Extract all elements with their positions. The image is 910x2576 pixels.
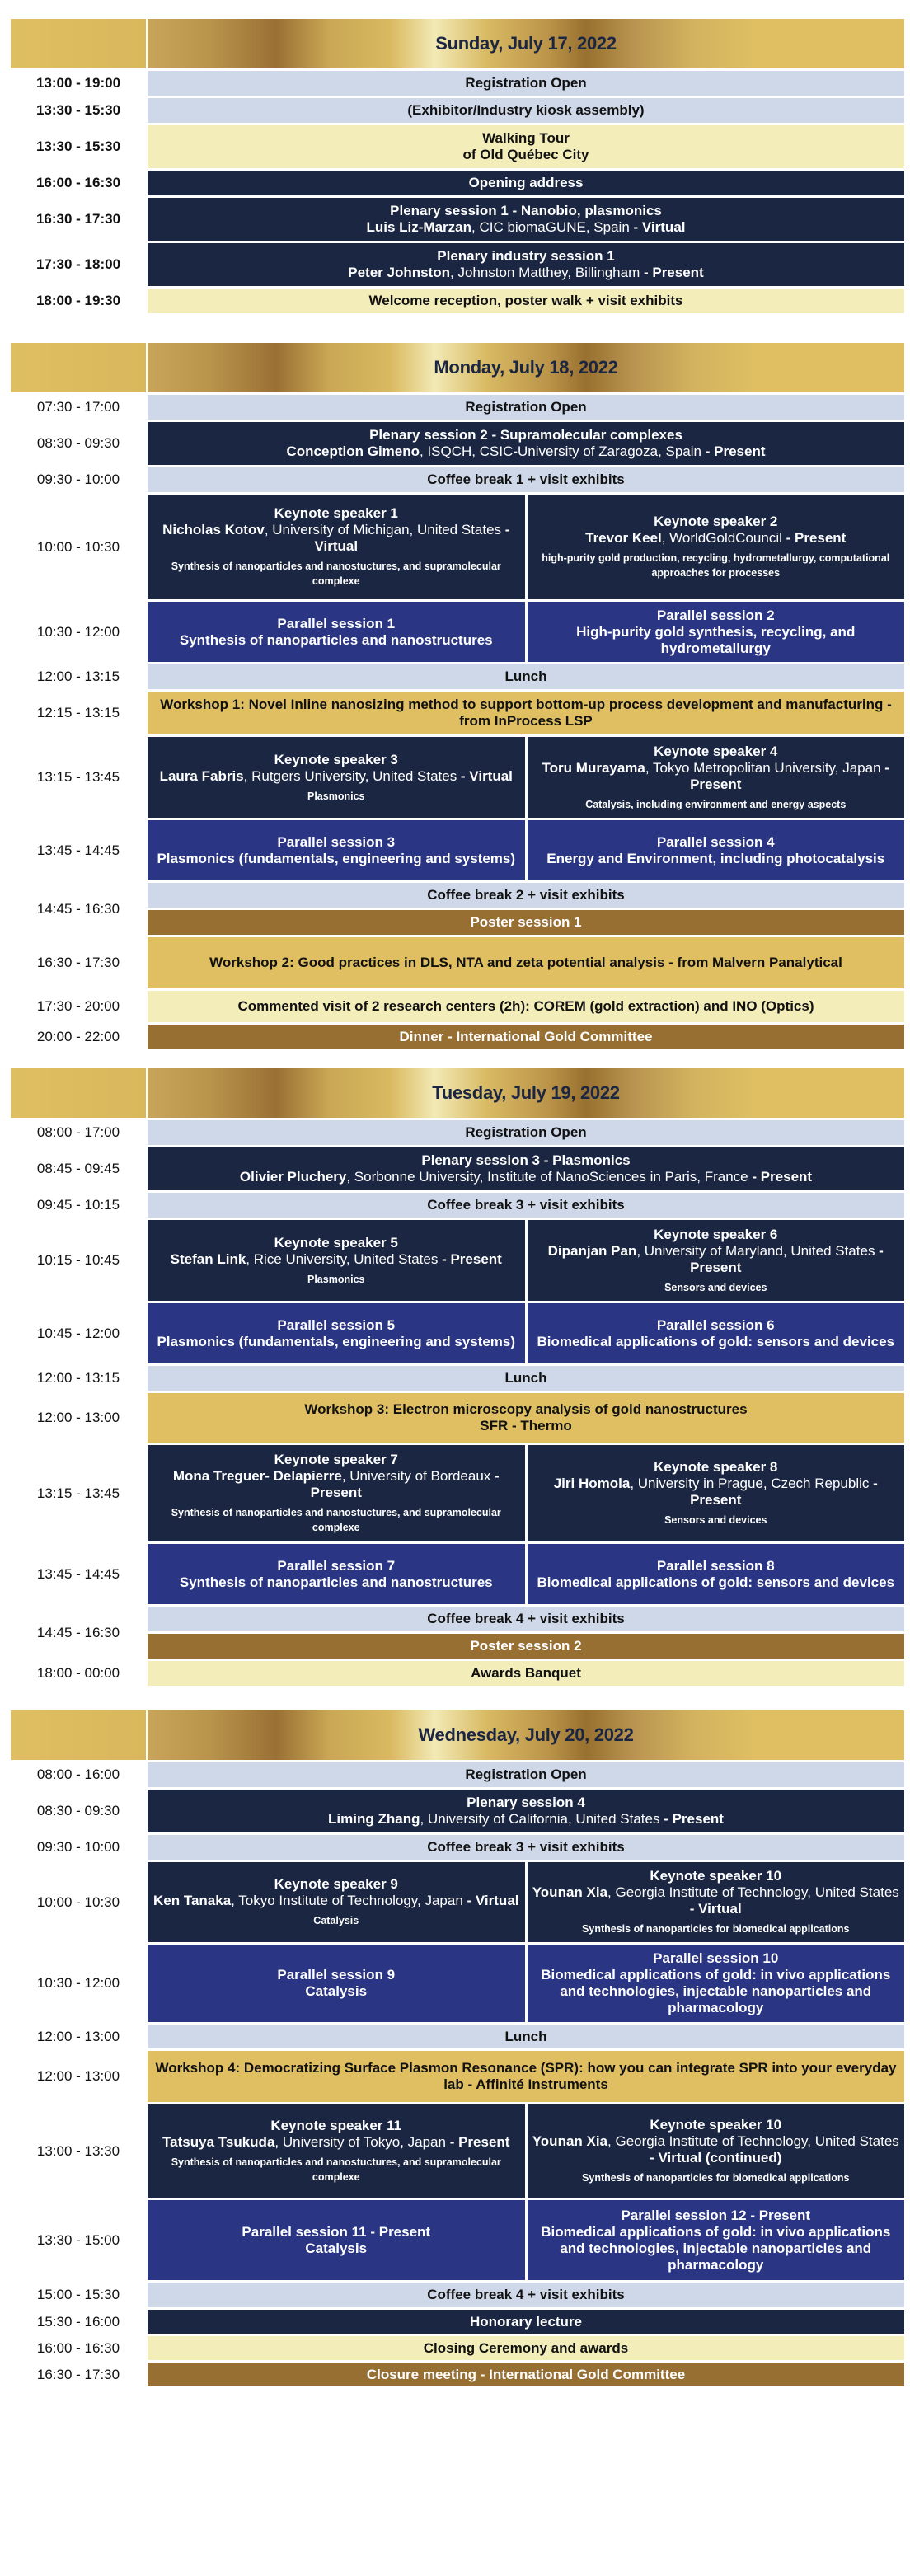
day-title: Monday, July 18, 2022 [148,343,904,392]
speaker-name: Laura Fabris [159,767,244,784]
time-slot: 13:30 - 15:30 [35,138,121,154]
schedule-row [11,737,904,818]
speaker-name: Luis Liz-Marzan [366,219,471,235]
closing-ceremony-cell: Closing Ceremony and awards [148,2336,904,2360]
time-slot: 16:30 - 17:30 [36,2366,120,2382]
time-slot: 09:30 - 10:00 [36,1839,120,1855]
time-slot: 18:00 - 00:00 [36,1665,120,1681]
keynote-topic: Plasmonics [307,1273,365,1285]
keynote-cell: Keynote speaker 11 Tatsuya Tsukuda, University of Tokyo, Japan - Present Synthesis of nanoparticles and nanostuctures, and supramolecular complexe [148,2104,525,2198]
schedule-row [11,171,904,195]
schedule-row [11,1220,904,1301]
keynote-topic: Sensors and devices [664,1514,767,1526]
speaker-name: Younan Xia [532,1884,608,1900]
header-time-spacer [11,1710,146,1760]
header-time-spacer [11,19,146,68]
schedule-row [11,2336,904,2360]
keynote-topic: Plasmonics [307,790,365,802]
registration-cell: Registration Open [148,1120,904,1145]
time-slot: 10:30 - 12:00 [36,623,120,640]
coffee-break-cell: Coffee break 3 + visit exhibits [148,1193,904,1218]
keynote-topic: Catalysis, including environment and energy aspects [585,798,847,810]
schedule-row [11,422,904,465]
coffee-break-cell: Coffee break 4 + visit exhibits [148,2283,904,2307]
schedule-row [11,1366,904,1391]
time-slot: 16:30 - 17:30 [35,211,121,227]
time-slot: 13:00 - 19:00 [35,75,121,91]
time-slot: 12:15 - 13:15 [36,705,120,720]
time-slot: 08:45 - 09:45 [36,1161,120,1176]
time-slot: 14:45 - 16:30 [36,1624,120,1640]
schedule-row [11,125,904,168]
schedule-row [11,2363,904,2386]
time-slot: 12:00 - 13:15 [36,1370,120,1386]
time-slot: 15:00 - 15:30 [36,2287,120,2302]
lunch-cell: Lunch [148,1366,904,1391]
parallel-session-cell: Parallel session 5 Plasmonics (fundamentals, engineering and systems) [148,1303,525,1363]
speaker-name: Tatsuya Tsukuda [162,2134,275,2150]
keynote-topic: Sensors and devices [664,1281,767,1293]
schedule-row [11,1835,904,1860]
schedule-row [11,243,904,286]
parallel-session-cell: Parallel session 3 Plasmonics (fundamentals, engineering and systems) [148,820,525,880]
schedule-row [11,467,904,492]
coffee-break-cell: Coffee break 4 + visit exhibits [148,1607,904,1631]
day-tuesday [11,1068,904,1688]
schedule-row [11,664,904,689]
time-slot: 10:00 - 10:30 [36,1893,120,1910]
time-slot: 08:00 - 17:00 [36,1124,120,1140]
time-slot: 16:00 - 16:30 [35,175,121,190]
keynote-cell: Keynote speaker 9 Ken Tanaka, Tokyo Institute of Technology, Japan - Virtual Catalysis [148,1862,525,1942]
time-slot: 10:00 - 10:30 [36,538,120,555]
time-slot: 13:30 - 15:00 [36,2231,120,2248]
keynote-cell: Keynote speaker 3 Laura Fabris, Rutgers University, United States - Virtual Plasmonics [148,737,525,818]
honorary-lecture-cell: Honorary lecture [148,2310,904,2334]
day-sunday [11,19,904,316]
schedule-row [11,2104,904,2198]
keynote-cell: Keynote speaker 10 Younan Xia, Georgia Institute of Technology, United States - Virtual (continued) Synthesis of nanoparticles for biomedical applications [528,2104,905,2198]
keynote-cell: Keynote speaker 8 Jiri Homola, University in Prague, Czech Republic - Present Sensors and devices [528,1445,905,1541]
day-title: Sunday, July 17, 2022 [148,19,904,68]
time-slot: 13:15 - 13:45 [36,769,120,785]
schedule-row [11,1445,904,1541]
plenary-session-cell: Plenary session 4 Liming Zhang, University of California, United States - Present [148,1790,904,1832]
workshop-cell: Workshop 2: Good practices in DLS, NTA and zeta potential analysis - from Malvern Panalytical [148,937,904,988]
schedule-row [11,98,904,123]
time-slot: 13:45 - 14:45 [36,842,120,858]
poster-session-cell: Poster session 2 [148,1634,904,1659]
speaker-name: Mona Treguer- Delapierre [172,1468,342,1484]
day-header [11,1068,904,1118]
schedule-row [11,1544,904,1604]
opening-address-cell: Opening address [148,171,904,195]
plenary-session-cell: Plenary session 2 - Supramolecular complexes Conception Gimeno, ISQCH, CSIC-University of Zaragoza, Spain - Present [148,422,904,465]
schedule-row [11,1945,904,2022]
schedule-row [11,1607,904,1659]
speaker-name: Liming Zhang [328,1811,420,1827]
keynote-topic: Synthesis of nanoparticles for biomedical applications [582,1923,850,1935]
schedule-row [11,2051,904,2102]
time-slot: 08:30 - 09:30 [36,435,120,451]
coffee-break-cell: Coffee break 2 + visit exhibits [148,883,904,908]
schedule-row [11,602,904,662]
keynote-topic: Synthesis of nanoparticles and nanostuctures, and supramolecular complexe [171,561,501,587]
parallel-session-cell: Parallel session 9 Catalysis [148,1945,525,2022]
day-header [11,19,904,68]
keynote-topic: Synthesis of nanoparticles for biomedical applications [582,2172,850,2184]
time-slot: 10:15 - 10:45 [36,1252,120,1268]
schedule-row [11,820,904,880]
exhibitor-assembly-cell: (Exhibitor/Industry kiosk assembly) [148,98,904,123]
parallel-session-cell: Parallel session 2 High-purity gold synthesis, recycling, and hydrometallurgy [528,602,905,662]
schedule-row [11,1661,904,1686]
speaker-name: Stefan Link [170,1250,246,1267]
keynote-cell: Keynote speaker 2 Trevor Keel, WorldGoldCouncil - Present high-purity gold production, recycling, hydrometallurgy, computational approaches for processes [528,495,905,599]
time-slot: 07:30 - 17:00 [36,399,120,415]
time-slot: 14:45 - 16:30 [36,900,120,917]
workshop-cell: Workshop 3: Electron microscopy analysis of gold nanostructures SFR - Thermo [148,1393,904,1443]
day-header [11,1710,904,1760]
registration-cell: Registration Open [148,395,904,420]
lunch-cell: Lunch [148,2025,904,2048]
schedule-row [11,1120,904,1145]
time-slot: 08:00 - 16:00 [36,1767,120,1782]
schedule-row [11,1025,904,1049]
parallel-session-cell: Parallel session 6 Biomedical applications of gold: sensors and devices [528,1303,905,1363]
keynote-cell: Keynote speaker 7 Mona Treguer- Delapierre, University of Bordeaux - Present Synthesis of nanoparticles and nanostuctures, and supramolecular complexe [148,1445,525,1541]
schedule-row [11,2283,904,2307]
registration-cell: Registration Open [148,1762,904,1787]
dinner-cell: Dinner - International Gold Committee [148,1025,904,1049]
speaker-name: Dipanjan Pan [547,1242,637,1259]
keynote-topic: high-purity gold production, recycling, hydrometallurgy, computational approaches for processes [542,552,890,579]
lunch-cell: Lunch [148,664,904,689]
parallel-session-cell: Parallel session 12 - Present Biomedical applications of gold: in vivo applications and technologies, injectable nanoparticles and pharmacology [528,2200,905,2280]
time-slot: 17:30 - 18:00 [35,256,121,272]
time-slot: 13:15 - 13:45 [36,1485,120,1501]
schedule-row [11,1790,904,1832]
workshop-cell: Workshop 4: Democratizing Surface Plasmon Resonance (SPR): how you can integrate SPR into your everyday lab - Affinité Instruments [148,2051,904,2102]
keynote-cell: Keynote speaker 1 Nicholas Kotov, University of Michigan, United States - Virtual Synthesis of nanoparticles and nanostuctures, and supramolecular complexe [148,495,525,599]
time-slot: 12:00 - 13:00 [36,2028,120,2044]
speaker-name: Trevor Keel [585,530,662,546]
time-slot: 13:45 - 14:45 [36,1565,120,1582]
speaker-name: Conception Gimeno [286,443,420,459]
schedule-row [11,198,904,241]
time-slot: 10:30 - 12:00 [36,1975,120,1991]
schedule-row [11,2200,904,2280]
day-monday [11,343,904,1051]
schedule-row [11,692,904,734]
time-slot: 10:45 - 12:00 [36,1325,120,1341]
keynote-topic: Synthesis of nanoparticles and nanostuctures, and supramolecular complexe [171,1507,501,1533]
speaker-name: Ken Tanaka [152,1893,232,1908]
time-slot: 09:45 - 10:15 [36,1197,120,1213]
plenary-industry-cell: Plenary industry session 1 Peter Johnston, Johnston Matthey, Billingham - Present [148,243,904,286]
parallel-session-cell: Parallel session 11 - Present Catalysis [148,2200,525,2280]
research-visit-cell: Commented visit of 2 research centers (2h): COREM (gold extraction) and INO (Optics) [148,991,904,1022]
schedule-row [11,2025,904,2048]
schedule-row [11,883,904,935]
speaker-name: Younan Xia [532,2133,608,2149]
keynote-cell: Keynote speaker 6 Dipanjan Pan, University of Maryland, United States - Present Sensors and devices [528,1220,905,1301]
registration-cell: Registration Open [148,71,904,96]
keynote-cell: Keynote speaker 4 Toru Murayama, Tokyo Metropolitan University, Japan - Present Catalysis, including environment and energy aspects [528,737,905,818]
parallel-session-cell: Parallel session 10 Biomedical applications of gold: in vivo applications and technologies, injectable nanoparticles and pharmacology [528,1945,905,2022]
schedule-row [11,1193,904,1218]
schedule-row [11,1762,904,1787]
time-slot: 13:30 - 15:30 [35,102,121,118]
time-slot: 12:00 - 13:15 [36,669,120,684]
time-slot: 18:00 - 19:30 [35,293,121,308]
schedule-row [11,1147,904,1190]
plenary-session-cell: Plenary session 1 - Nanobio, plasmonics Luis Liz-Marzan, CIC biomaGUNE, Spain - Virtual [148,198,904,241]
speaker-name: Jiri Homola [553,1476,631,1491]
keynote-cell: Keynote speaker 10 Younan Xia, Georgia Institute of Technology, United States - Virtual Synthesis of nanoparticles for biomedical applications [528,1862,905,1942]
speaker-name: Nicholas Kotov [162,522,265,537]
day-header [11,343,904,392]
parallel-session-cell: Parallel session 1 Synthesis of nanoparticles and nanostructures [148,602,525,662]
schedule-row [11,71,904,96]
schedule-row [11,1303,904,1363]
day-wednesday [11,1710,904,2389]
welcome-reception-cell: Welcome reception, poster walk + visit exhibits [148,289,904,313]
header-time-spacer [11,1068,146,1118]
time-slot: 09:30 - 10:00 [36,472,120,487]
speaker-name: Toru Murayama [542,759,645,776]
keynote-cell: Keynote speaker 5 Stefan Link, Rice University, United States - Present Plasmonics [148,1220,525,1301]
walking-tour-cell: Walking Tour of Old Québec City [148,125,904,168]
time-slot: 12:00 - 13:00 [36,1410,120,1425]
speaker-name: Peter Johnston [348,265,450,280]
parallel-session-cell: Parallel session 8 Biomedical applications of gold: sensors and devices [528,1544,905,1604]
day-title: Wednesday, July 20, 2022 [148,1710,904,1760]
time-slot: 15:30 - 16:00 [36,2313,120,2330]
time-slot: 13:00 - 13:30 [36,2142,120,2159]
coffee-break-cell: Coffee break 1 + visit exhibits [148,467,904,492]
speaker-name: Olivier Pluchery [239,1169,347,1185]
schedule-row [11,937,904,988]
schedule-row [11,991,904,1022]
schedule-row [11,495,904,599]
day-title: Tuesday, July 19, 2022 [148,1068,904,1118]
time-slot: 16:30 - 17:30 [36,955,120,970]
header-time-spacer [11,343,146,392]
parallel-session-cell: Parallel session 7 Synthesis of nanoparticles and nanostructures [148,1544,525,1604]
schedule-row [11,395,904,420]
workshop-cell: Workshop 1: Novel Inline nanosizing method to support bottom-up process development and manufacturing - from InProcess LSP [148,692,904,734]
time-slot: 12:00 - 13:00 [36,2068,120,2084]
coffee-break-cell: Coffee break 3 + visit exhibits [148,1835,904,1860]
keynote-topic: Synthesis of nanoparticles and nanostuctures, and supramolecular complexe [171,2156,501,2183]
schedule-row [11,1393,904,1443]
poster-session-cell: Poster session 1 [148,910,904,935]
closure-meeting-cell: Closure meeting - International Gold Committee [148,2363,904,2386]
time-slot: 08:30 - 09:30 [36,1803,120,1818]
keynote-topic: Catalysis [313,1915,359,1926]
parallel-session-cell: Parallel session 4 Energy and Environment, including photocatalysis [528,820,905,880]
schedule-row [11,289,904,313]
schedule-row [11,1862,904,1942]
plenary-session-cell: Plenary session 3 - Plasmonics Olivier Pluchery, Sorbonne University, Institute of NanoSciences in Paris, France - Present [148,1147,904,1190]
time-slot: 16:00 - 16:30 [36,2339,120,2356]
schedule-row [11,2310,904,2334]
time-slot: 20:00 - 22:00 [36,1028,120,1044]
awards-banquet-cell: Awards Banquet [148,1661,904,1686]
time-slot: 17:30 - 20:00 [36,998,120,1014]
